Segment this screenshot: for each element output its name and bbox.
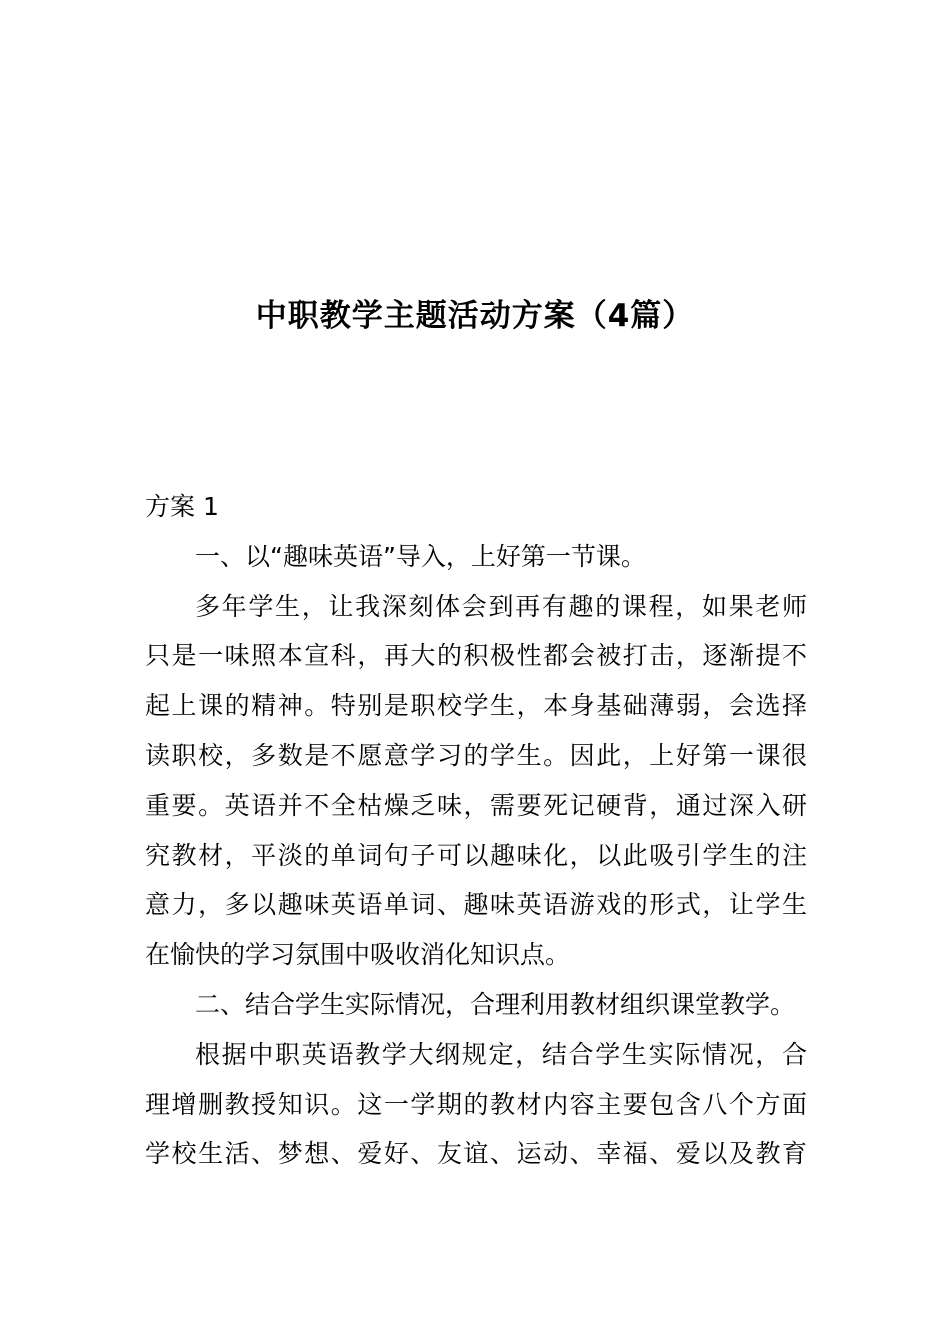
text-line: 根据中职英语教学大纲规定，结合学生实际情况，合: [195, 1039, 807, 1069]
text-line: 读职校，多数是不愿意学习的学生。因此，上好第一课很: [145, 740, 807, 770]
text-line: 一、以“趣味英语”导入，上好第一节课。: [195, 541, 646, 571]
text-line: 二、结合学生实际情况，合理利用教材组织课堂教学。: [195, 989, 796, 1019]
text-line: 意力，多以趣味英语单词、趣味英语游戏的形式，让学生: [145, 890, 807, 920]
document-body: [145, 482, 807, 1179]
text-line: 多年学生，让我深刻体会到再有趣的课程，如果老师: [195, 591, 807, 621]
document-title: 中职教学主题活动方案（4篇）: [255, 298, 695, 334]
text-line: 究教材，平淡的单词句子可以趣味化，以此吸引学生的注: [145, 840, 807, 870]
text-line: 起上课的精神。特别是职校学生，本身基础薄弱，会选择: [145, 691, 807, 721]
text-line: 方案 1: [145, 492, 219, 521]
text-line: 重要。英语并不全枯燥乏味，需要死记硬背，通过深入研: [145, 790, 807, 820]
text-line: 只是一味照本宣科，再大的积极性都会被打击，逐渐提不: [145, 641, 807, 671]
text-line: 理增删教授知识。这一学期的教材内容主要包含八个方面: [145, 1089, 807, 1119]
text-line: 在愉快的学习氛围中吸收消化知识点。: [145, 940, 571, 970]
text-line: 学校生活、梦想、爱好、友谊、运动、幸福、爱以及教育: [145, 1139, 807, 1169]
